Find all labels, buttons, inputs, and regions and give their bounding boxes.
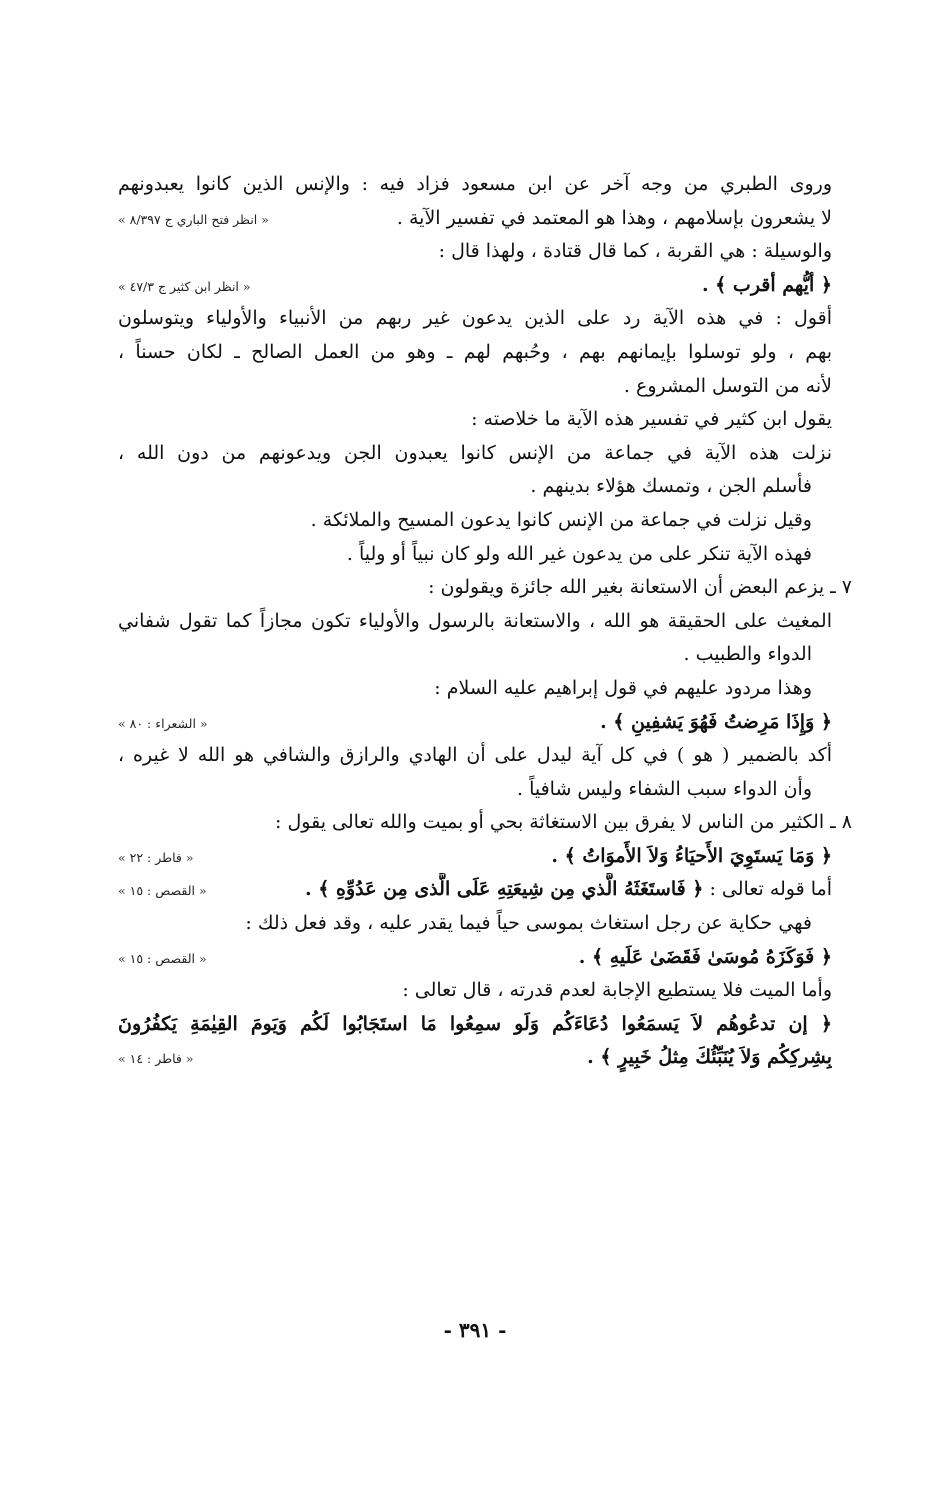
text-line: فهي حكاية عن رجل استغاث بموسى حياً فيما يقدر عليه ، وقد فعل ذلك : [245,912,812,935]
quran-verse-line: ﴿ إن تدعُوهُم لاَ يَسمَعُوا دُعَاءَكُم وَلَو سمِعُوا مَا استَجَابُوا لَكُم وَيَومَ القِيٰمَةِ يَكفُرُونَ [118,1012,832,1035]
page-number: - ٣٩١ - [443,1318,507,1342]
text-line: وروى الطبري من وجه آخر عن ابن مسعود فزاد فيه : والإنس الذين كانوا يعبدونهم [118,173,832,195]
quran-verse-line [118,706,832,740]
quran-verse-line [118,840,832,874]
line-text-with-verse [305,873,832,907]
numbered-point-7: ٧ ـ يزعم البعض أن الاستعانة بغير الله جائزة ويقولون : [428,576,852,599]
text-line: وأن الدواء سبب الشفاء وليس شافياً . [516,777,812,800]
quran-verse-line [118,1041,832,1075]
text-line: وأما الميت فلا يستطيع الإجابة لعدم قدرته ، قال تعالى : [402,979,832,1002]
text-line-with-citation [118,202,832,236]
text-line: الدواء والطبيب . [683,643,812,666]
text-line: نزلت هذه الآية في جماعة من الإنس كانوا يعبدون الجن ويدعونهم من دون الله ، [118,441,832,464]
quran-verse: ﴿ وَمَا يَستَوِيَ الأَحيَاءُ وَلاَ الأَموَاتُ ﴾ . [551,844,832,867]
text-line: وهذا مردود عليهم في قول إبراهيم عليه السلام : [434,676,812,699]
text-line: يقول ابن كثير في تفسير هذه الآية ما خلاصته : [471,408,832,431]
text-line: وقيل نزلت في جماعة من الإنس كانوا يدعون المسيح والملائكة . [310,508,812,531]
quran-verse: ﴿ فَوَكَزَهُ مُوسَىٰ فَقَضَىٰ عَلَيهِ ﴾ . [578,945,832,968]
citation: « الشعراء : ٨٠ » [118,715,208,731]
text-line: فأسلم الجن ، وتمسك هؤلاء بدينهم . [530,475,812,498]
page-body [118,168,852,1075]
citation: « انظر فتح الباري ج ٨/٣٩٧ » [118,211,269,227]
text-line: فهذه الآية تنكر على من يدعون غير الله ولو كان نبياً أو ولياً . [346,542,812,565]
line-text: لا يشعرون بإسلامهم ، وهذا هو المعتمد في تفسير الآية . [396,206,832,229]
text-line: المغيث على الحقيقة هو الله ، والاستعانة بالرسول والأولياء تكون مجازاً كما تقول شفاني [118,609,832,632]
text-line: بهم ، ولو توسلوا بإيمانهم بهم ، وحُبهم لهم ـ وهو من العمل الصالح ـ لكان حسناً ، [118,340,832,363]
quran-verse: ﴿ وَإِذَا مَرِضتُ فَهُوَ يَشفِينِ ﴾ . [600,710,832,733]
text-line: أكد بالضمير ( هو ) في كل آية ليدل على أن الهادي والرازق والشافي هو الله لا غيره ، [118,744,832,767]
citation: « القصص : ١٥ » [118,883,207,899]
quran-verse-line [118,941,832,975]
quran-verse: بِشِركِكُم وَلاَ يُنَبِّئُكَ مِثلُ خَبِيرٍ ﴾ . [587,1046,832,1069]
quran-verse-line [118,269,832,303]
quran-verse: ﴿ أيُّهم أقرب ﴾ . [701,273,832,296]
citation: « انظر ابن كثير ج ٤٧/٣ » [118,278,251,294]
citation: « القصص : ١٥ » [118,950,207,966]
quran-verse: ﴿ فَاستَغَثَهُ الَّذي مِن شِيعَتِهِ عَلَى الَّذى مِن عَدُوِّهِ ﴾ . [305,878,704,901]
text-line-with-verse [118,873,832,907]
text-line: والوسيلة : هي القربة ، كما قال قتادة ، ولهذا قال : [438,240,832,263]
text-line: أقول : في هذه الآية رد على الذين يدعون غير ربهم من الأنبياء والأولياء ويتوسلون [118,307,832,330]
text-line: لأنه من التوسل المشروع . [623,374,832,397]
citation: « فاطر : ١٤ » [118,1051,194,1067]
numbered-point-8: ٨ ـ الكثير من الناس لا يفرق بين الاستغاثة بحي أو بميت والله تعالى يقول : [275,811,852,834]
line-text: أما قوله تعالى : [709,878,832,901]
citation: « فاطر : ٢٢ » [118,849,194,865]
